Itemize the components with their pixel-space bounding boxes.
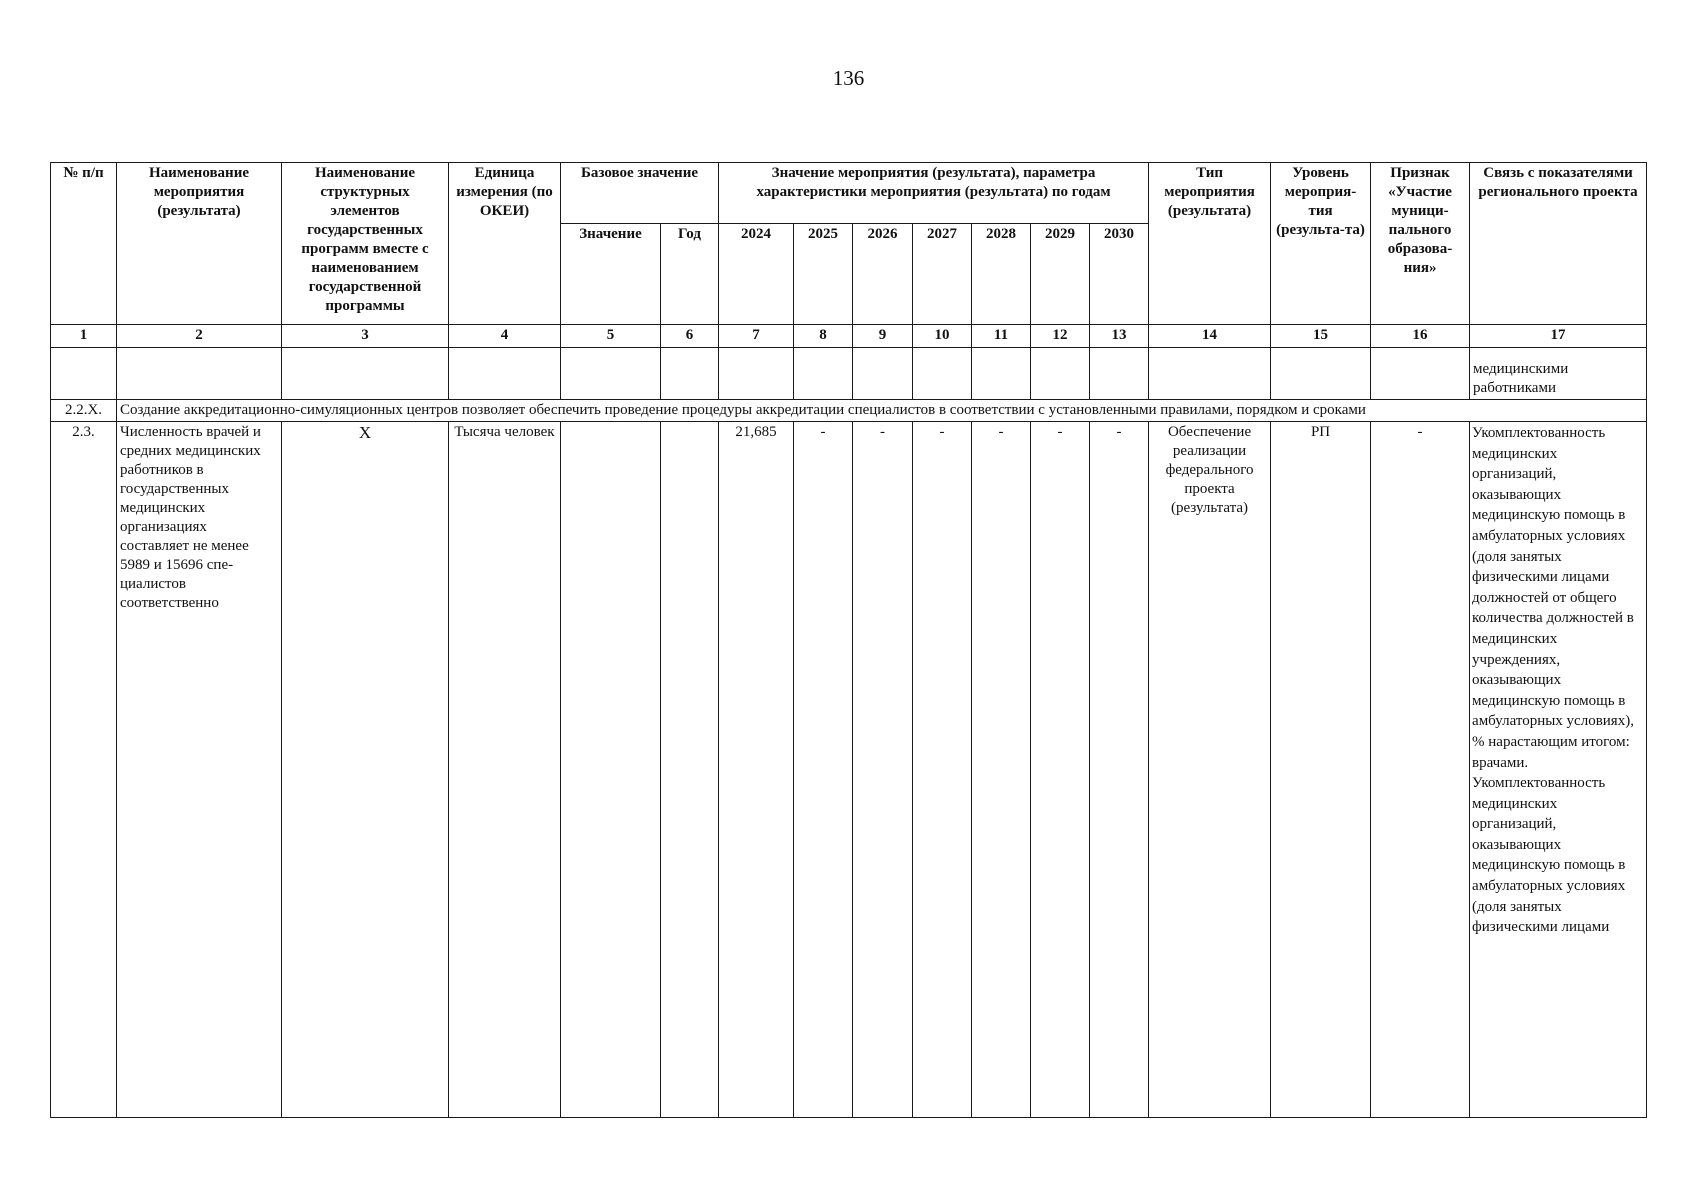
activity-name: Численность врачей и средних медицинских работников в государственных медицинских организациях составляет не менее 5989 и 15696 спе-циалистов соответственно (117, 422, 282, 1118)
indicators-table (50, 162, 1647, 1118)
header-base-year: Год (661, 224, 719, 325)
page-number: 136 (832, 66, 865, 90)
header-year-2025: 2025 (794, 224, 853, 325)
column-number: 7 (719, 325, 794, 348)
column-number: 9 (853, 325, 913, 348)
empty-cell (449, 348, 561, 400)
base-value (561, 422, 661, 1118)
column-number: 8 (794, 325, 853, 348)
value-2029: - (1031, 422, 1090, 1118)
section-description: Создание аккредитационно-симуляционных центров позволяет обеспечить проведение процедуры аккредитации специалистов в соответствии с установленными правилами, порядком и сроками (117, 400, 1647, 422)
header-activity-name: Наименование мероприятия (результата) (117, 163, 282, 325)
section-number: 2.2.X. (51, 400, 117, 422)
column-number: 2 (117, 325, 282, 348)
column-number: 14 (1149, 325, 1271, 348)
column-number: 3 (282, 325, 449, 348)
empty-cell (1371, 348, 1470, 400)
header-year-2026: 2026 (853, 224, 913, 325)
header-year-2024: 2024 (719, 224, 794, 325)
header-number: № п/п (51, 163, 117, 325)
header-years-group: Значение мероприятия (результата), параметра характеристики мероприятия (результата) по годам (719, 163, 1149, 224)
empty-cell (913, 348, 972, 400)
column-number: 12 (1031, 325, 1090, 348)
carryover-link-text: медицинскими работниками (1470, 348, 1647, 400)
column-number: 1 (51, 325, 117, 348)
value-2028: - (972, 422, 1031, 1118)
column-number: 10 (913, 325, 972, 348)
value-2025: - (794, 422, 853, 1118)
base-year (661, 422, 719, 1118)
section-row (51, 400, 1647, 422)
column-number: 6 (661, 325, 719, 348)
empty-cell (1090, 348, 1149, 400)
header-row-1 (51, 163, 1647, 224)
header-year-2030: 2030 (1090, 224, 1149, 325)
header-year-2028: 2028 (972, 224, 1031, 325)
empty-cell (794, 348, 853, 400)
activity-type: Обеспечение реализации федерального проекта (результата) (1149, 422, 1271, 1118)
column-number: 4 (449, 325, 561, 348)
empty-cell (117, 348, 282, 400)
column-number: 11 (972, 325, 1031, 348)
header-activity-type: Тип мероприятия (результата) (1149, 163, 1271, 325)
column-number: 15 (1271, 325, 1371, 348)
municipal-participation: - (1371, 422, 1470, 1118)
value-2027: - (913, 422, 972, 1118)
header-year-2029: 2029 (1031, 224, 1090, 325)
unit-of-measure: Тысяча человек (449, 422, 561, 1118)
column-number: 16 (1371, 325, 1470, 348)
value-2026: - (853, 422, 913, 1118)
empty-cell (972, 348, 1031, 400)
regional-link: Укомплектованность медицинских организаций, оказывающих медицинскую помощь в амбулаторных условиях (доля занятых физическими лицами должностей от общего количества должностей в медицинских учреждениях, оказывающих медицинскую помощь в амбулаторных условиях), % нарастающим итогом: врачами. Укомплектованность медицинских организаций, оказывающих медицинскую помощь в амбулаторных условиях (доля занятых физическими лицами (1470, 422, 1647, 1118)
empty-cell (661, 348, 719, 400)
column-number-row (51, 325, 1647, 348)
header-unit: Единица измерения (по ОКЕИ) (449, 163, 561, 325)
header-year-2027: 2027 (913, 224, 972, 325)
header-base-value: Значение (561, 224, 661, 325)
empty-cell (51, 348, 117, 400)
row-number: 2.3. (51, 422, 117, 1118)
value-2030: - (1090, 422, 1149, 1118)
header-municipal-participation: Признак «Участие муници-пального образова-ния» (1371, 163, 1470, 325)
structural-element: Х (282, 422, 449, 1118)
header-structural-elements: Наименование структурных элементов государственных программ вместе с наименованием государственной программы (282, 163, 449, 325)
empty-cell (853, 348, 913, 400)
header-base-value-group: Базовое значение (561, 163, 719, 224)
empty-cell (719, 348, 794, 400)
empty-cell (282, 348, 449, 400)
column-number: 17 (1470, 325, 1647, 348)
table-row (51, 422, 1647, 1118)
empty-cell (561, 348, 661, 400)
empty-cell (1031, 348, 1090, 400)
empty-cell (1149, 348, 1271, 400)
column-number: 13 (1090, 325, 1149, 348)
column-number: 5 (561, 325, 661, 348)
empty-cell (1271, 348, 1371, 400)
activity-level: РП (1271, 422, 1371, 1118)
header-activity-level: Уровень мероприя-тия (результа-та) (1271, 163, 1371, 325)
value-2024: 21,685 (719, 422, 794, 1118)
header-regional-link: Связь с показателями регионального проекта (1470, 163, 1647, 325)
carryover-row (51, 348, 1647, 400)
